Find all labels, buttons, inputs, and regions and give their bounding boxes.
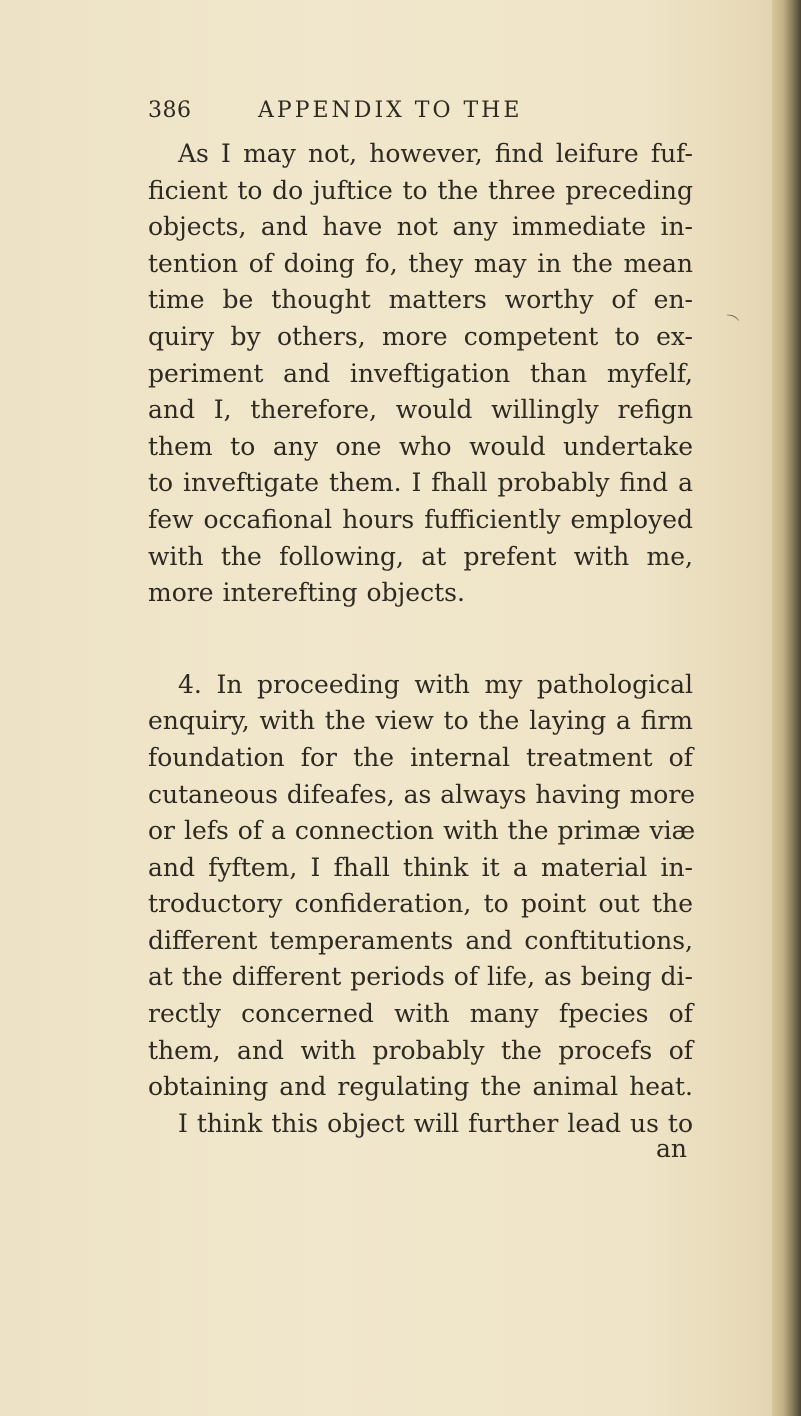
text-line: cutaneous difeafes, as always having more — [148, 779, 696, 809]
text-line: different temperaments and conftitutions, — [148, 925, 693, 955]
text-line: ficient to do juftice to the three preceding — [148, 175, 693, 205]
text-line: quiry by others, more competent to ex- — [148, 321, 693, 351]
text-line: or lefs of a connection with the primæ viæ — [148, 816, 696, 846]
text-line: objects, and have not any immediate in- — [148, 212, 693, 242]
text-line: at the different periods of life, as being di- — [148, 962, 693, 992]
body-text — [148, 136, 696, 1142]
running-head: APPENDIX TO THE — [258, 98, 523, 123]
text-line: 4. In proceeding with my pathological — [178, 669, 693, 699]
page-header — [148, 98, 628, 134]
text-line: obtaining and regulating the animal heat. — [148, 1072, 693, 1102]
text-line: rectly concerned with many fpecies of — [148, 999, 693, 1029]
paragraph-2 — [148, 667, 696, 1143]
margin-mark-icon: ⌒ — [720, 312, 741, 334]
text-line: more interefting objects. — [148, 578, 465, 608]
text-line: them to any one who would undertake — [148, 431, 693, 461]
text-line: foundation for the internal treatment of — [148, 742, 693, 772]
paragraph-1 — [148, 136, 693, 612]
page-gutter-shadow — [772, 0, 801, 1416]
text-line: periment and inveftigation than myfelf, — [148, 358, 693, 388]
text-line: I think this object will further lead us to — [178, 1108, 693, 1138]
text-line: As I may not, however, find leifure fuf- — [178, 139, 693, 168]
text-line: few occafional hours fufficiently employed — [148, 504, 693, 534]
text-line: enquiry, with the view to the laying a firm — [148, 706, 693, 736]
text-line: and I, therefore, would willingly refign — [148, 395, 693, 425]
text-line: and fyftem, I fhall think it a material in- — [148, 852, 693, 882]
text-line: troductory confideration, to point out the — [148, 889, 693, 919]
text-line: with the following, at prefent with me, — [148, 541, 693, 571]
text-line: to inveftigate them. I fhall probably find a — [148, 468, 693, 498]
page-number: 386 — [148, 98, 192, 123]
text-line: tention of doing fo, they may in the mean — [148, 248, 693, 278]
text-line: them, and with probably the procefs of — [148, 1035, 693, 1065]
catchword: an — [656, 1134, 688, 1163]
text-line: time be thought matters worthy of en- — [148, 285, 693, 315]
